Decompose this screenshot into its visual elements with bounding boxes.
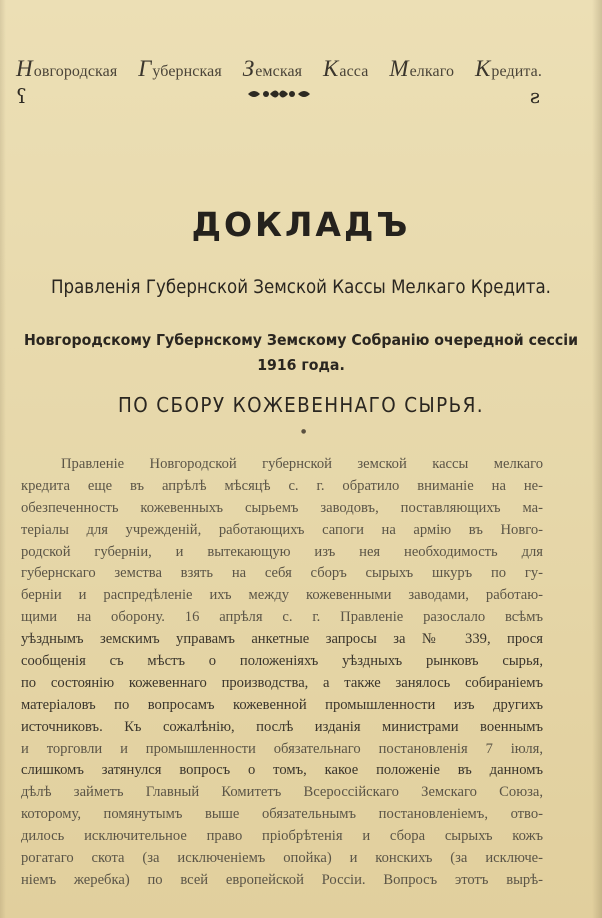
body-line: губернскаго земства взять на себя сборъ сырыхъ шкуръ по гу- <box>21 565 543 582</box>
letterhead-word: Губернская <box>138 56 222 81</box>
body-line: дилось исключительное право пріобрѣтенія и сбора сырыхъ кожъ <box>21 828 543 845</box>
document-subtitle: Правленія Губернской Земской Кассы Мелкаго Кредита. <box>51 277 551 298</box>
body-line: которому, помянутымъ выше обязательнымъ постановленіемъ, отво- <box>21 806 543 823</box>
report-topic: ПО СБОРУ КОЖЕВЕННАГО СЫРЬЯ. <box>117 393 485 417</box>
small-dot-mark: ● <box>301 428 307 435</box>
floral-ornament-icon <box>246 86 312 102</box>
body-line: дѣлѣ займетъ Главный Комитетъ Всероссійскаго Земскаго Союза, <box>21 784 543 801</box>
body-line: сообщенія съ мѣстъ о положеніяхъ уѣздныхъ рынковъ сырья, <box>21 653 543 670</box>
body-line: и торговли и промышленности обязательнаго постановленія 7 іюля, <box>21 740 543 757</box>
body-line: уѣзднымъ земскимъ управамъ анкетные запросы за № 339, прося <box>21 631 543 648</box>
body-line: рогатаго скота (за исключеніемъ опойка) и конскихъ (за исключе- <box>21 850 543 867</box>
letterhead <box>16 56 542 82</box>
letterhead-word: Новгородская <box>16 56 118 81</box>
body-line: слишкомъ затянулся вопросъ о томъ, какое положеніе въ данномъ <box>21 762 543 779</box>
addressee <box>21 328 581 378</box>
body-line: кредита еще въ апрѣлѣ мѣсяцѣ с. г. обратило вниманіе на не- <box>21 477 543 494</box>
body-line: родской губерніи, и вытекающую изъ нея необходимость для <box>21 543 543 560</box>
body-line: матеріаловъ по вопросамъ кожевенной промышленности изъ другихъ <box>21 696 543 713</box>
body-line: по состоянію кожевеннаго производства, а также занялось собираніемъ <box>21 674 543 691</box>
page-left-edge <box>0 0 6 918</box>
body-line: щими на оборону. 16 апрѣля с. г. Правленіе разослало всѣмъ <box>21 609 543 626</box>
body-line: обезпеченность кожевенныхъ сырьемъ заводовъ, поставляющихъ ма- <box>21 499 543 516</box>
addressee-line: Новгородскому Губернскому Земскому Собранію очередной сессіи <box>23 331 579 349</box>
body-line: Правленіе Новгородской губернской земской кассы мелкаго <box>61 456 543 472</box>
document-title: ДОКЛАДЪ <box>191 205 411 244</box>
letterhead-ornaments <box>0 84 602 106</box>
letterhead-word: Касса <box>323 56 369 81</box>
addressee-year: 1916 года. <box>257 356 345 374</box>
page-right-edge <box>592 0 602 918</box>
body-line: источниковъ. Къ сожалѣнію, послѣ изданія министрами военнымъ <box>21 718 543 735</box>
flourish-left-icon: ʕ <box>16 84 27 108</box>
body-paragraph <box>21 454 543 892</box>
body-line: ніемъ жеребка) по всей европейской Россіи. Вопросъ этотъ вырѣ- <box>21 871 543 888</box>
letterhead-word: Земская <box>242 56 303 81</box>
letterhead-word: Мелкаго <box>389 56 455 81</box>
flourish-right-icon: ƨ <box>529 84 540 108</box>
letterhead-word: Кредита. <box>474 56 542 81</box>
body-line: теріалы для учрежденій, работающихъ сапоги на армію въ Новго- <box>21 521 543 538</box>
body-line: берніи и распредѣленіе ихъ между кожевенными заводами, работаю- <box>21 587 543 604</box>
